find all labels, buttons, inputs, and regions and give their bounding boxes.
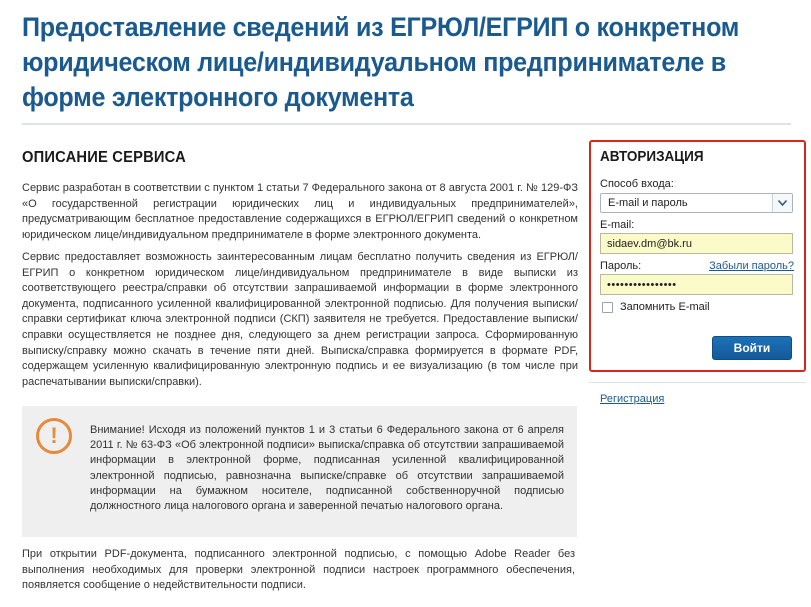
sidebar-divider bbox=[589, 382, 806, 383]
password-field[interactable] bbox=[600, 274, 793, 295]
chevron-down-icon[interactable] bbox=[772, 194, 792, 212]
login-method-value: E-mail и пароль bbox=[608, 197, 688, 209]
email-field[interactable] bbox=[600, 233, 793, 254]
authorization-panel bbox=[589, 140, 806, 372]
register-link[interactable]: Регистрация bbox=[600, 393, 665, 405]
title-divider bbox=[22, 123, 791, 125]
description-paragraph-2: Сервис предоставляет возможность заинтересованным лицам бесплатно получить сведения из ЕГРЮЛ/ЕГРИП о конкретном юридическом лице/индивидуальном предпринимателе в виде выписки из соответствующего реестра/справки об отсутствии запрашиваемой информации в форме электронного документа, подписанного усиленной квалифицированной электронной подписью. Для получения выписки/справки сертификат ключа электронной подписи (СКП) заявителя не требуется. Предоставление выписки/справки осуществляется не позднее дня, следующего за днем регистрации запроса. Сформированную выписку/справку можно скачать в течение пяти дней. Выписка/справка формируется в формате PDF, содержащем усиленную квалифицированную электронную подпись и ее визуализацию (в том числе при распечатывании выписки/справки). bbox=[22, 251, 578, 388]
service-description-heading: ОПИСАНИЕ СЕРВИСА bbox=[22, 149, 186, 166]
warning-box bbox=[22, 406, 577, 537]
login-button[interactable]: Войти bbox=[712, 336, 792, 360]
warning-icon: ! bbox=[36, 418, 72, 454]
description-paragraph-3: При открытии PDF-документа, подписанного электронной подписью, с помощью Adobe Reader без выполнения необходимых для проверки электронной подписи настроек программного обеспечения, появляется сообщение о недействительности подписи. bbox=[22, 548, 575, 592]
password-label: Пароль: bbox=[600, 260, 642, 272]
authorization-title: АВТОРИЗАЦИЯ bbox=[600, 148, 704, 165]
page-title: Предоставление сведений из ЕГРЮЛ/ЕГРИП о конкретном юридическом лице/индивидуальном предпринимателе в форме электронного документа bbox=[22, 12, 740, 112]
description-paragraph-1: Сервис разработан в соответствии с пунктом 1 статьи 7 Федерального закона от 8 августа 2001 г. № 129-ФЗ «О государственной регистрации юридических лиц и индивидуальных предпринимателей», предусматривающим бесплатное предоставление содержащихся в ЕГРЮЛ/ЕГРИП сведений о конкретном юридическом лице/индивидуальном предпринимателе в форме электронного документа. bbox=[22, 182, 578, 241]
remember-email-label[interactable]: Запомнить E-mail bbox=[620, 301, 710, 313]
email-label: E-mail: bbox=[600, 219, 635, 231]
forgot-password-link[interactable]: Забыли пароль? bbox=[709, 260, 794, 272]
warning-text: Внимание! Исходя из положений пунктов 1 и 3 статьи 6 Федерального закона от 6 апреля 2011 г. № 63-ФЗ «Об электронной подписи» выписка/справка об отсутствии запрашиваемой информации в электронной форме, подписанная усиленной квалифицированной электронной подписью, равнозначна выписке/справке об отсутствии запрашиваемой информации на бумажном носителе, подписанной собственноручной подписью должностного лица налогового органа и заверенной печатью налогового органа. bbox=[90, 424, 564, 513]
login-method-select[interactable] bbox=[600, 193, 793, 213]
login-method-label: Способ входа: bbox=[600, 178, 674, 190]
remember-email-checkbox[interactable] bbox=[602, 302, 613, 313]
